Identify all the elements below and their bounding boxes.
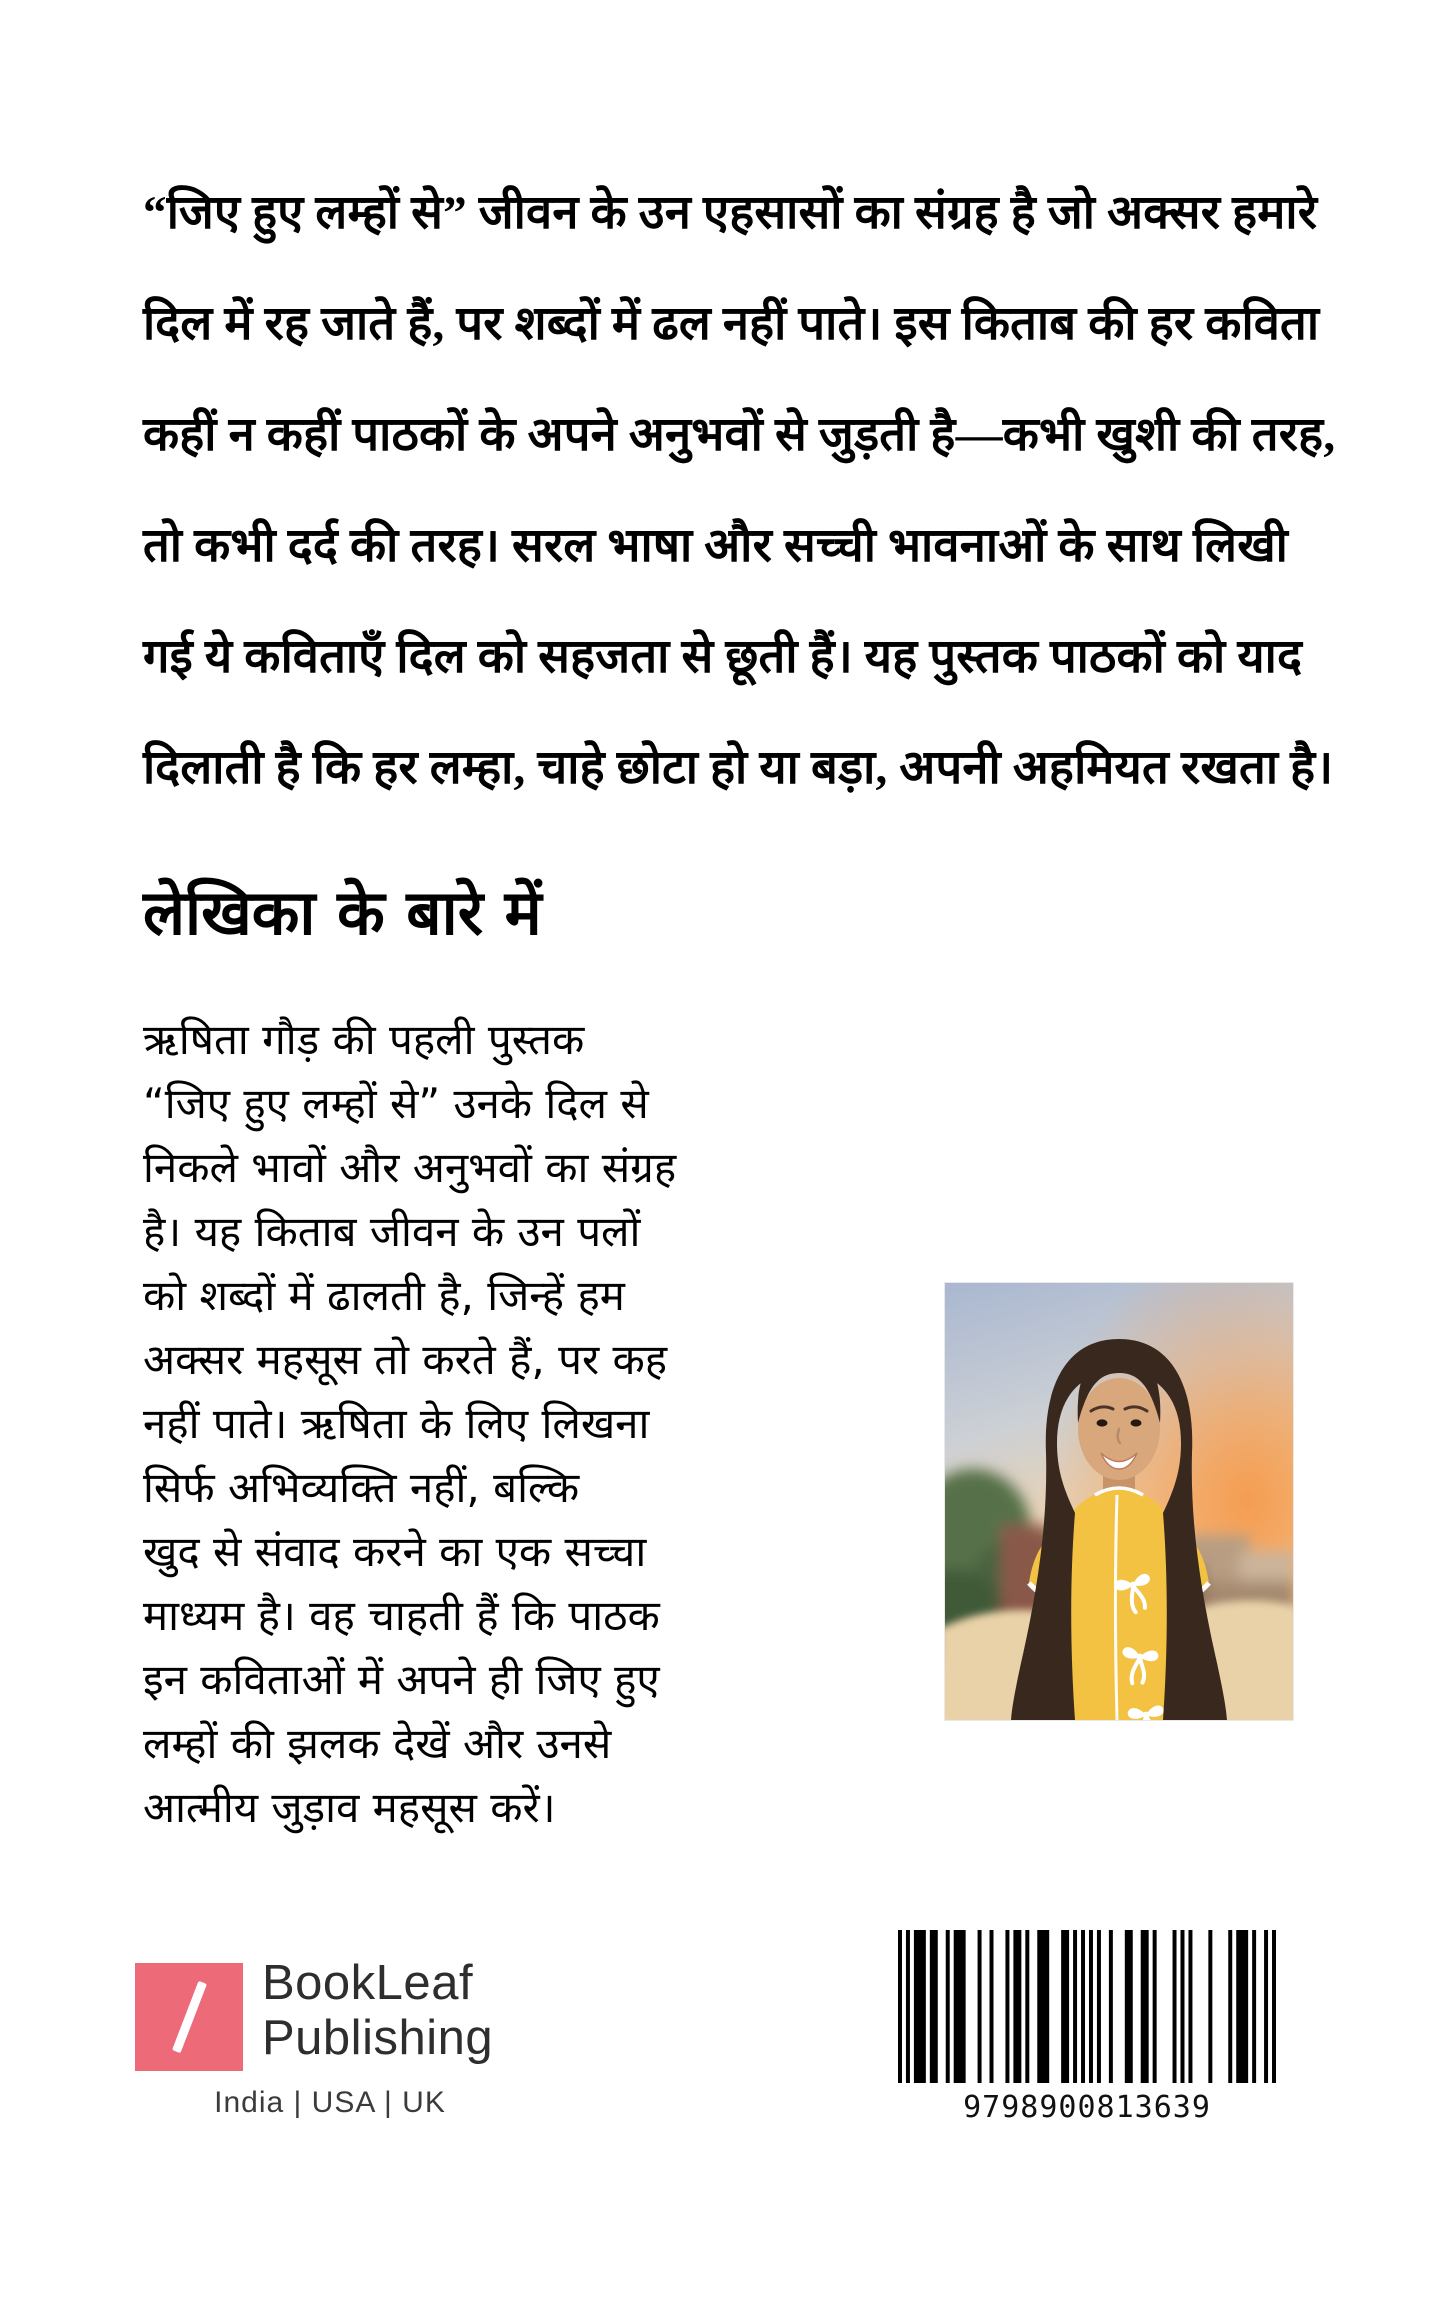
bio-line: अक्सर महसूस तो करते हैं, पर कह xyxy=(143,1335,668,1384)
bio-line: माध्यम है। वह चाहती हैं कि पाठक xyxy=(143,1591,660,1640)
publisher-regions: India | USA | UK xyxy=(214,2086,446,2119)
bio-line: इन कविताओं में अपने ही जिए हुए xyxy=(143,1655,660,1704)
publisher-name xyxy=(262,1956,493,2066)
blurb-line: दिलाती है कि हर लम्हा, चाहे छोटा हो या बड़ा, अपनी अहमियत रखता है। xyxy=(143,742,1334,794)
bio-line: है। यह किताब जीवन के उन पलों xyxy=(143,1207,641,1256)
bio-line: ऋषिता गौड़ की पहली पुस्तक xyxy=(143,1015,585,1064)
isbn-number: 9798900813639 xyxy=(963,2090,1211,2125)
bio-line: सिर्फ अभिव्यक्ति नहीं, बल्कि xyxy=(143,1463,580,1512)
blurb-line: “जिए हुए लम्हों से” जीवन के उन एहसासों का संग्रह है जो अक्सर हमारे xyxy=(143,187,1318,239)
blurb-line: कहीं न कहीं पाठकों के अपने अनुभवों से जुड़ती है—कभी खुशी की तरह, xyxy=(143,409,1336,461)
barcode-bars xyxy=(898,1930,1276,2083)
blurb-line: दिल में रह जाते हैं, पर शब्दों में ढल नहीं पाते। इस किताब की हर कविता xyxy=(143,298,1320,350)
slash-icon xyxy=(172,1981,207,2053)
publisher-name-line2: Publishing xyxy=(262,2011,494,2065)
bio-line: “जिए हुए लम्हों से” उनके दिल से xyxy=(143,1079,649,1128)
about-author-heading: लेखिका के बारे में xyxy=(143,876,542,949)
bio-line: नहीं पाते। ऋषिता के लिए लिखना xyxy=(143,1399,650,1448)
bio-line: निकले भावों और अनुभवों का संग्रह xyxy=(143,1143,677,1192)
isbn-barcode xyxy=(898,1930,1276,2125)
book-blurb xyxy=(143,158,1335,824)
publisher-name-line1: BookLeaf xyxy=(262,1956,474,2010)
blurb-line: गई ये कविताएँ दिल को सहजता से छूती हैं। यह पुस्तक पाठकों को याद xyxy=(143,631,1303,683)
bio-line: आत्मीय जुड़ाव महसूस करें। xyxy=(143,1783,556,1832)
bio-line: को शब्दों में ढालती है, जिन्हें हम xyxy=(143,1271,625,1320)
author-photo xyxy=(945,1283,1293,1720)
author-bio xyxy=(143,1008,676,1840)
blurb-line: तो कभी दर्द की तरह। सरल भाषा और सच्ची भावनाओं के साथ लिखी xyxy=(143,520,1289,572)
bio-line: लम्हों की झलक देखें और उनसे xyxy=(143,1719,612,1768)
bio-line: खुद से संवाद करने का एक सच्चा xyxy=(143,1527,647,1576)
bookleaf-logo-icon xyxy=(135,1963,243,2071)
